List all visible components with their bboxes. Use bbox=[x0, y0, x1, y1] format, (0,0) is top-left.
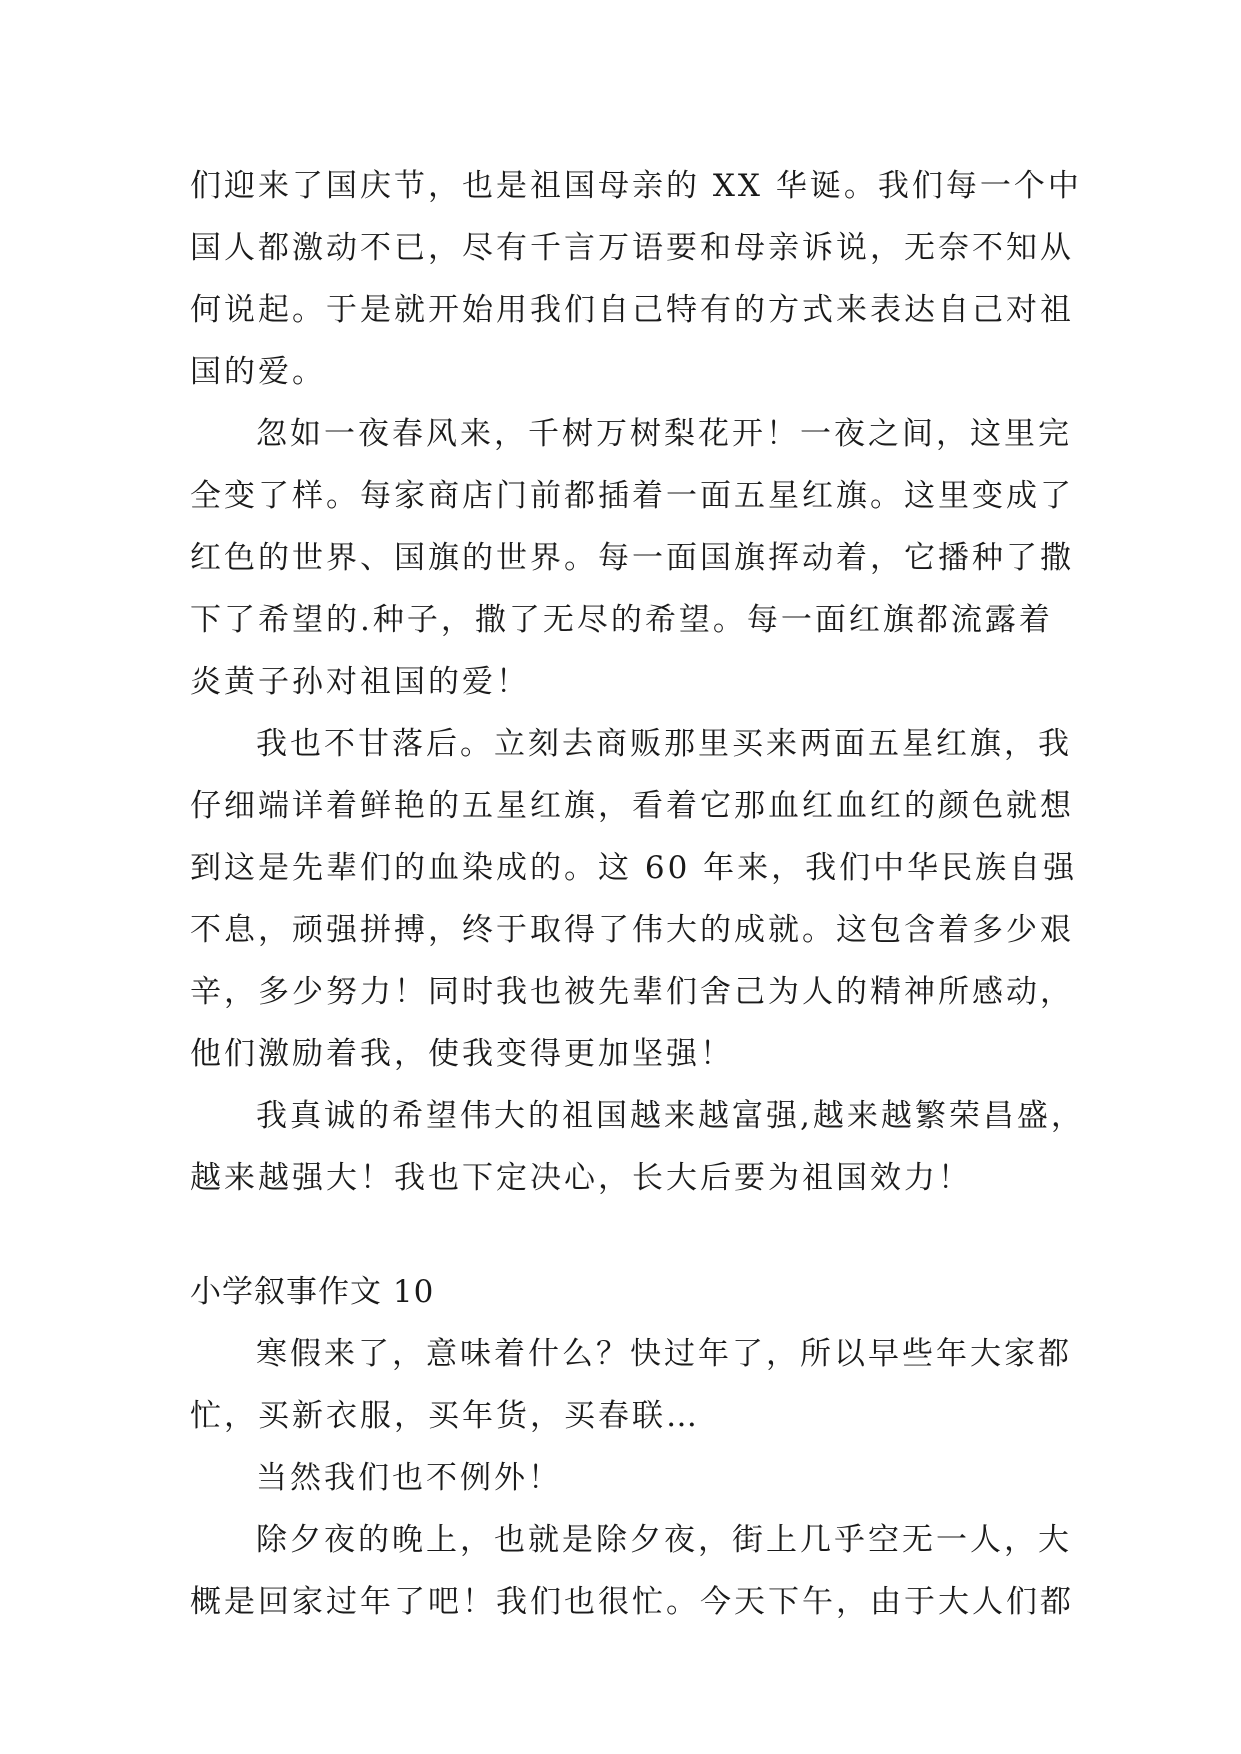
paragraph bbox=[190, 403, 1074, 713]
text-line: 除夕夜的晚上，也就是除夕夜，街上几乎空无一人，大 bbox=[256, 1522, 1072, 1558]
text-line: 国人都激动不已，尽有千言万语要和母亲诉说，无奈不知从 bbox=[190, 230, 1074, 266]
paragraph bbox=[190, 155, 1082, 403]
text-line: 全变了样。每家商店门前都插着一面五星红旗。这里变成了 bbox=[190, 478, 1074, 514]
section-title: 小学叙事作文 10 bbox=[190, 1274, 435, 1310]
text-line: 越来越强大！我也下定决心，长大后要为祖国效力！ bbox=[190, 1160, 972, 1196]
document-body bbox=[190, 155, 1085, 1633]
text-line: 当然我们也不例外！ bbox=[256, 1460, 562, 1496]
text-line: 何说起。于是就开始用我们自己特有的方式来表达自己对祖 bbox=[190, 292, 1074, 328]
text-line: 仔细端详着鲜艳的五星红旗，看着它那血红血红的颜色就想 bbox=[190, 788, 1074, 824]
paragraph bbox=[190, 1085, 1085, 1209]
paragraph bbox=[190, 713, 1078, 1085]
text-line: 到这是先辈们的血染成的。这 60 年来，我们中华民族自强 bbox=[190, 850, 1078, 886]
text-line: 炎黄子孙对祖国的爱！ bbox=[190, 664, 530, 700]
text-line: 概是回家过年了吧！我们也很忙。今天下午，由于大人们都 bbox=[190, 1584, 1074, 1620]
paragraph bbox=[190, 1447, 1050, 1509]
text-line: 国的爱。 bbox=[190, 354, 326, 390]
text-line: 红色的世界、国旗的世界。每一面国旗挥动着，它播种了撒 bbox=[190, 540, 1074, 576]
paragraph bbox=[190, 1509, 1074, 1633]
text-line: 他们激励着我，使我变得更加坚强！ bbox=[190, 1036, 734, 1072]
text-line: 辛，多少努力！同时我也被先辈们舍己为人的精神所感动， bbox=[190, 974, 1074, 1010]
text-line: 下了希望的.种子，撒了无尽的希望。每一面红旗都流露着 bbox=[190, 602, 1053, 638]
text-line: 我也不甘落后。立刻去商贩那里买来两面五星红旗，我 bbox=[256, 726, 1072, 762]
text-line: 忽如一夜春风来，千树万树梨花开！一夜之间，这里完 bbox=[256, 416, 1072, 452]
text-line: 寒假来了，意味着什么？快过年了，所以早些年大家都 bbox=[256, 1336, 1072, 1372]
text-line: 们迎来了国庆节，也是祖国母亲的 XX 华诞。我们每一个中 bbox=[190, 168, 1082, 204]
text-line: 不息，顽强拼搏，终于取得了伟大的成就。这包含着多少艰 bbox=[190, 912, 1074, 948]
text-line: 忙，买新衣服，买年货，买春联… bbox=[190, 1398, 700, 1434]
paragraph bbox=[190, 1323, 1072, 1447]
text-line: 我真诚的希望伟大的祖国越来越富强,越来越繁荣昌盛， bbox=[256, 1098, 1085, 1134]
